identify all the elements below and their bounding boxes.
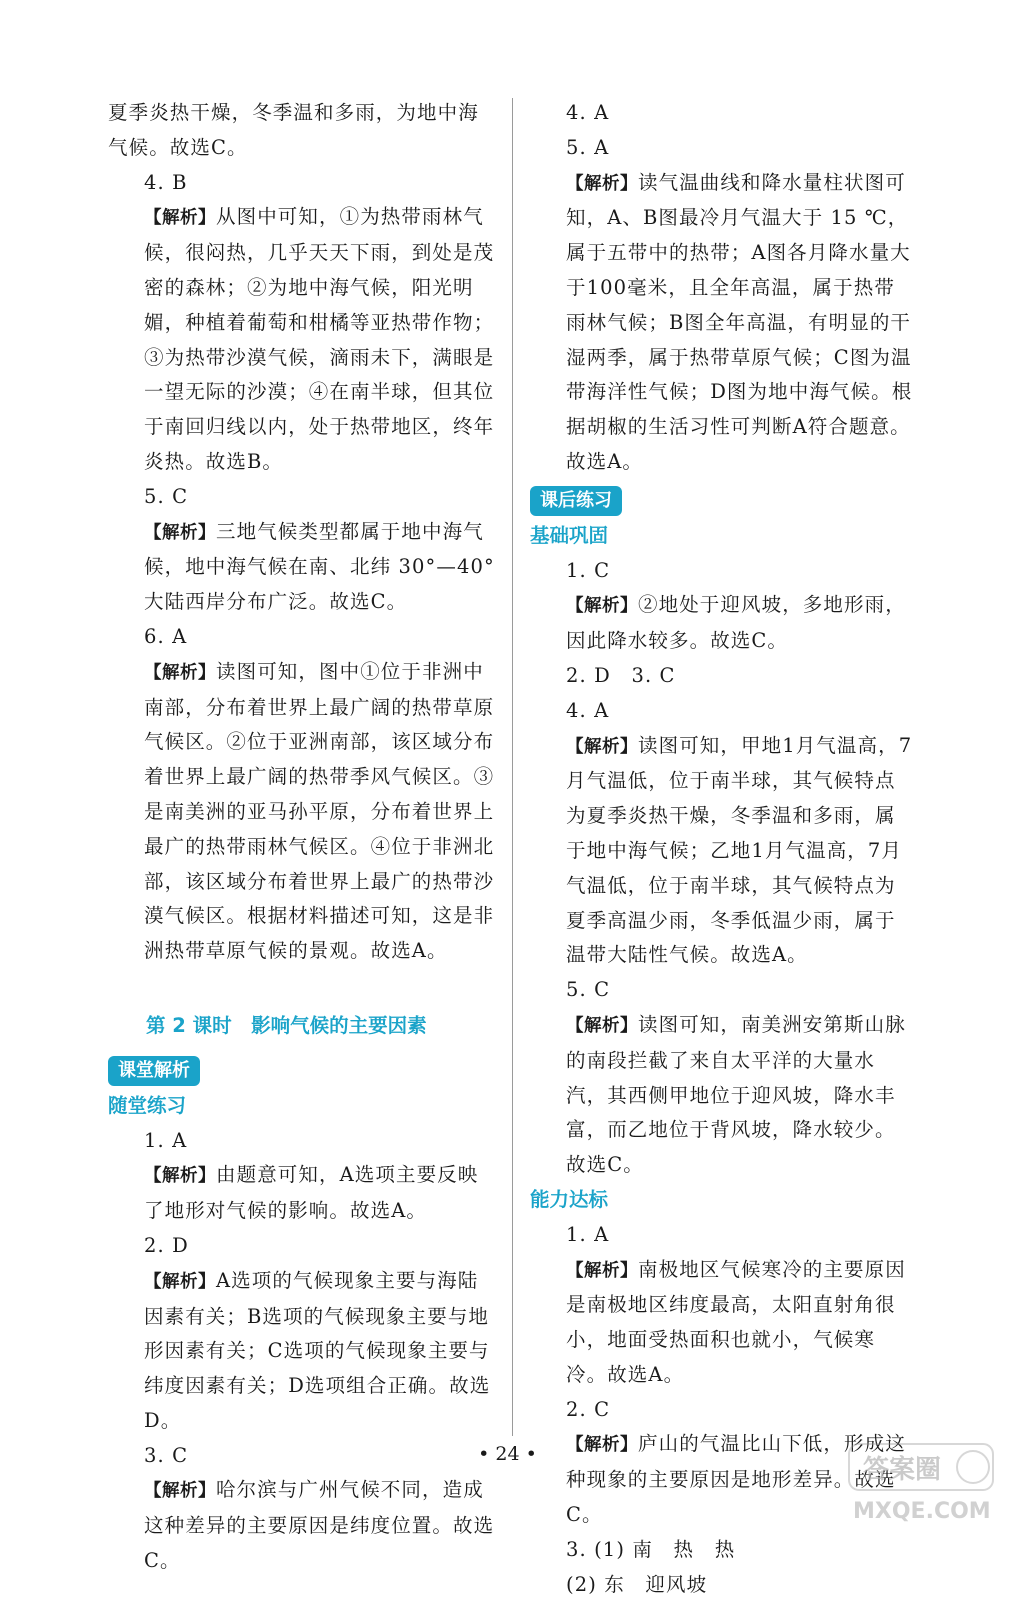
answer-number: 1. A [566,1222,610,1246]
explanation-tag: 【解析】 [566,1435,638,1456]
explanation [108,200,496,479]
answer-number: 5. A [566,135,610,159]
explanation-tag: 【解析】 [144,522,216,543]
answer-number: 6. A [144,624,188,648]
watermark-logo [841,1438,1001,1528]
section-heading: 随堂练习 [108,1093,187,1117]
explanation [530,729,914,974]
answer-number: 2. D 3. C [566,663,676,687]
lesson-title: 第 2 课时 影响气候的主要因素 [146,1013,427,1037]
explanation [108,1473,496,1578]
watermark-logo-text: 答案圈 [863,1455,942,1485]
explanation [530,588,914,659]
explanation [108,515,496,620]
page-number: • 24 • [478,1443,537,1465]
explanation-tag: 【解析】 [144,1166,216,1187]
explanation-text: 南极地区气候寒冷的主要原因是南极地区纬度最高，太阳直射角很小，地面受热面积也就小，气候寒冷。故选A。 [566,1257,906,1386]
explanation-tag: 【解析】 [144,1481,216,1502]
explanation-tag: 【解析】 [566,1015,638,1036]
answer-number: 2. D [144,1233,189,1257]
explanation-tag: 【解析】 [144,208,216,229]
explanation-tag: 【解析】 [144,1271,216,1292]
explanation [530,1253,914,1393]
explanation-tag: 【解析】 [566,736,638,757]
explanation-text: 三地气候类型都属于地中海气候，地中海气候在南、北纬 30°—40° 大陆西岸分布广泛。故选C。 [144,519,495,614]
explanation-text: 哈尔滨与广州气候不同，造成这种差异的主要原因是纬度位置。故选C。 [144,1478,495,1573]
watermark-site: MXQE.COM [853,1499,991,1524]
answer-number: 4. A [566,698,610,722]
section-heading: 能力达标 [530,1187,609,1211]
answer-number: 5. C [144,484,189,508]
answer-number: 4. A [566,101,610,124]
explanation [108,655,496,969]
explanation-text: 读图可知，图中①位于非洲中南部，分布着世界上最广阔的热带草原气候区。②位于亚洲南部，该区域分布着世界上最广阔的热带季风气候区。③是南美洲的亚马孙平原，分布着世界上最广的热带雨林气候区。④位于非洲北部，该区域分布着世界上最广的热带沙漠气候区。根据材料描述可知，这是非洲热带草原气候的景观。故选A。 [144,659,495,963]
section-heading: 基础巩固 [530,523,609,547]
answer-number: 3. (1) 南 热 热 [566,1537,736,1561]
explanation-text: A选项的气候现象主要与海陆因素有关；B选项的气候现象主要与地形因素有关；C选项的气候现象主要与纬度因素有关；D选项组合正确。故选D。 [144,1268,491,1432]
paragraph: 夏季炎热干燥，冬季温和多雨，为地中海气候。故选C。 [108,101,479,159]
answer-number: 4. B [144,170,188,194]
explanation-tag: 【解析】 [566,596,638,617]
explanation-tag: 【解析】 [566,1260,638,1281]
explanation [530,1008,914,1183]
answer-number: (2) 东 迎风坡 [566,1572,708,1596]
explanation-tag: 【解析】 [566,173,638,194]
answer-number: 1. A [144,1128,188,1152]
explanation-text: ②地处于迎风坡，多地形雨，因此降水较多。故选C。 [566,593,906,653]
explanation-text: 庐山的气温比山下低，形成这种现象的主要原因是地形差异。故选C。 [566,1432,906,1527]
column-divider [512,98,513,1436]
explanation-text: 由题意可知，A选项主要反映了地形对气候的影响。故选A。 [144,1163,479,1223]
explanation-tag: 【解析】 [144,662,216,683]
answer-number: 2. C [566,1397,611,1421]
explanation [108,1264,496,1439]
explanation-text: 读图可知，甲地1月气温高，7月气温低，位于南半球，其气候特点为夏季炎热干燥，冬季温和多雨，属于地中海气候；乙地1月气温高，7月气温低，位于南半球，其气候特点为夏季高温少雨，冬季低温少雨，属于温带大陆性气候。故选A。 [566,733,913,967]
answer-number: 3. C [144,1443,189,1467]
explanation-text: 从图中可知，①为热带雨林气候，很闷热，几乎天天下雨，到处是茂密的森林；②为地中海气候，阳光明媚，种植着葡萄和柑橘等亚热带作物；③为热带沙漠气候，滴雨未下，满眼是一望无际的沙漠；④在南半球，但其位于南回归线以内，处于热带地区，终年炎热。故选B。 [144,205,495,473]
explanation-text: 读气温曲线和降水量柱状图可知，A、B图最冷月气温大于 15 ℃，属于五带中的热带；A图各月降水量大于100毫米，且全年高温，属于热带雨林气候；B图全年高温，有明显的干湿两季，属于热带草原气候；C图为温带海洋性气候；D图为地中海气候。根据胡椒的生活习性可判断A符合题意。故选A。 [566,170,913,473]
section-badge: 课堂解析 [108,1056,200,1086]
answer-number: 5. C [566,978,611,1002]
right-column [530,96,914,1602]
section-badge: 课后练习 [530,486,622,516]
left-column [108,96,496,1579]
explanation [108,1158,496,1229]
answer-number: 1. C [566,558,611,582]
explanation-text: 读图可知，南美洲安第斯山脉的南段拦截了来自太平洋的大量水汽，其西侧甲地位于迎风坡，降水丰富，而乙地位于背风坡，降水较少。故选C。 [566,1012,906,1177]
explanation [530,166,914,480]
